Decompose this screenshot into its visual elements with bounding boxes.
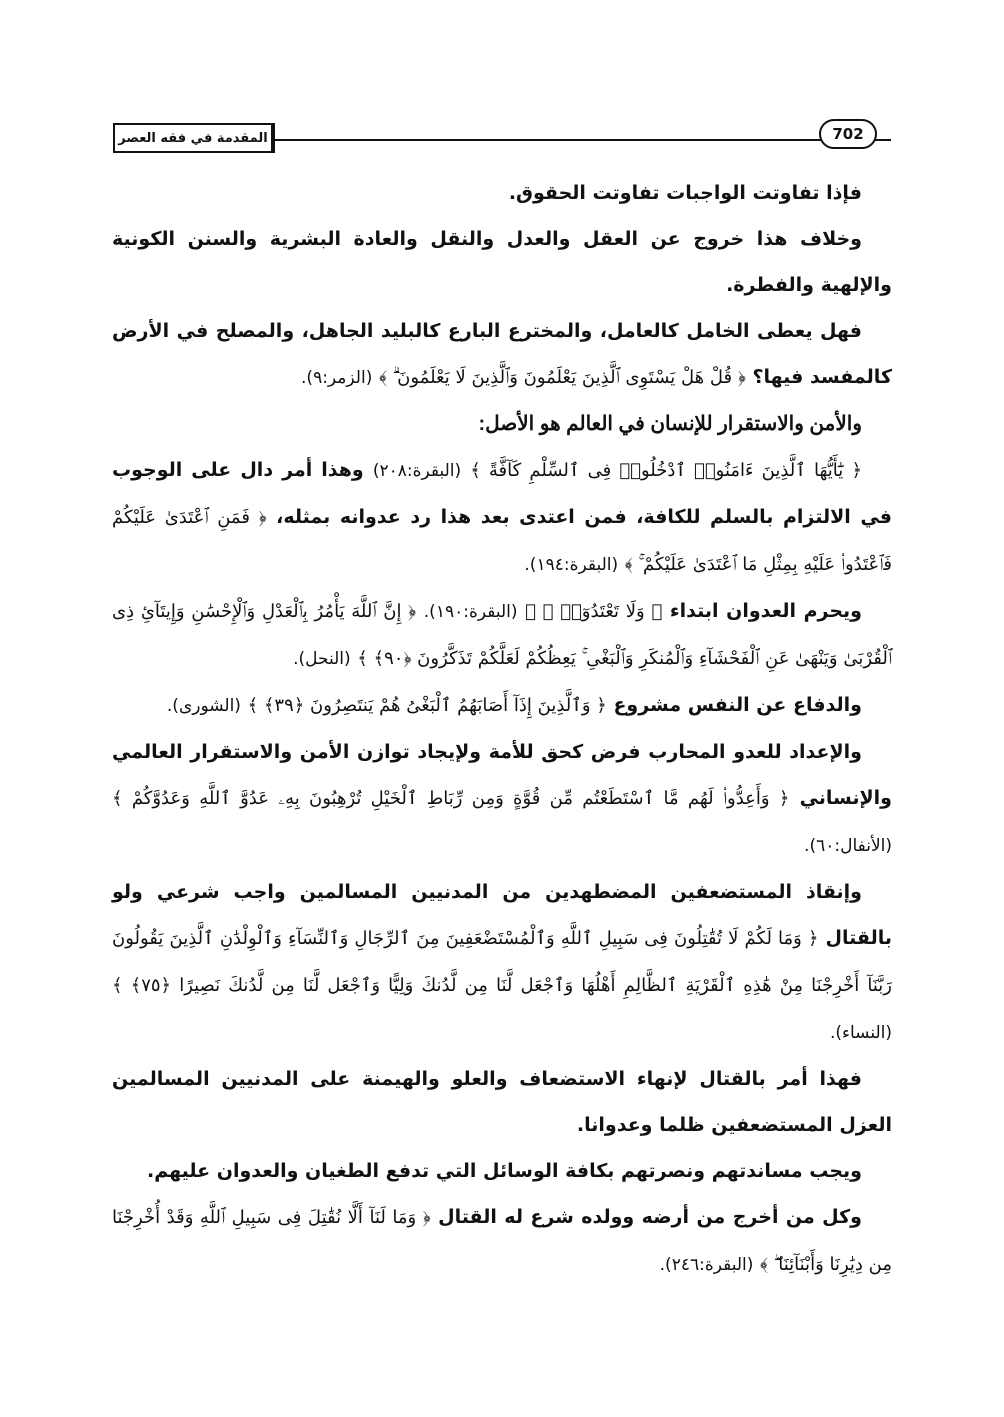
- quran-verse: ﴿ قُلْ هَلْ يَسْتَوِى ٱلَّذِينَ يَعْلَمُونَ وَٱلَّذِينَ لَا يَعْلَمُونَ ۗ ﴾: [378, 367, 746, 388]
- quran-verse: ﴿ وَلَا تَعْتَدُوٓا۟ ۚ ﴾: [525, 601, 663, 622]
- verse-reference: (البقرة:٢٠٨): [372, 461, 462, 481]
- paragraph-text: ويحرم العدوان ابتداء: [669, 600, 862, 622]
- quran-verse: ﴿ فَمَنِ ٱعْتَدَىٰ عَلَيْكُمْ فَٱعْتَدُوا۟ عَلَيْهِ بِمِثْلِ مَا ٱعْتَدَىٰ عَلَيْكُمْ ۚ ﴾: [112, 507, 892, 575]
- verse-reference: (الزمر:٩).: [301, 368, 373, 388]
- paragraph-text: وهذا أمر دال على الوجوب في الالتزام بالسلم للكافة، فمن اعتدى بعد هذا رد عدوانه بمثله،: [112, 459, 893, 528]
- paragraph-text: والإعداد للعدو المحارب فرض كحق للأمة ولإيجاد توازن الأمن والاستقرار العالمي والإنساني: [112, 741, 892, 809]
- verse-reference: (البقرة:٢٤٦).: [659, 1255, 754, 1275]
- paragraph: فهذا أمر بالقتال لإنهاء الاستضعاف والعلو والهيمنة على المدنيين المسالمين العزل المستضعفين ظلما وعدوانا.: [112, 1068, 892, 1136]
- verse-reference: (البقرة:١٩٤).: [524, 555, 619, 575]
- paragraph-text: وكل من أخرج من أرضه وولده شرع له القتال: [438, 1206, 862, 1228]
- paragraph: [112, 1194, 892, 1288]
- book-title: المقدمة في فقه العصر: [113, 123, 275, 153]
- paragraph: وخلاف هذا خروج عن العقل والعدل والنقل والعادة البشرية والسنن الكونية والإلهية والفطرة.: [112, 228, 892, 296]
- quran-verse: ﴿ إِنَّ ٱللَّهَ يَأْمُرُ بِٱلْعَدْلِ وَٱلْإِحْسَٰنِ وَإِيتَآئِ ذِى ٱلْقُرْبَىٰ وَيَنْهَىٰ عَنِ ٱلْفَحْشَآءِ وَٱلْمُنكَرِ وَٱلْبَغْىِ ۚ يَعِظُكُمْ لَعَلَّكُمْ تَذَكَّرُونَ ﴿٩٠﴾ ﴾: [112, 601, 892, 669]
- paragraph-text: وإنقاذ المستضعفين المضطهدين من المدنيين المسالمين واجب شرعي ولو بالقتال: [112, 881, 893, 949]
- quran-verse: ﴿ وَمَا لَنَآ أَلَّا نُقَٰتِلَ فِى سَبِيلِ ٱللَّهِ وَقَدْ أُخْرِجْنَا مِن دِيَٰرِنَا وَأَبْنَآئِنَا ۖ ﴾: [112, 1207, 892, 1275]
- quran-verse: ﴿ يَٰٓأَيُّهَا ٱلَّذِينَ ءَامَنُوا۟ ٱدْخُلُوا۟ فِى ٱلسِّلْمِ كَآفَّةً ﴾: [470, 460, 862, 481]
- paragraph: فإذا تفاوتت الواجبات تفاوتت الحقوق.: [508, 182, 862, 204]
- section-heading: والأمن والاستقرار للإنسان في العالم هو الأصل:: [478, 413, 862, 435]
- quran-verse: ﴿ وَأَعِدُّوا۟ لَهُم مَّا ٱسْتَطَعْتُم مِّن قُوَّةٍ وَمِن رِّبَاطِ ٱلْخَيْلِ تُرْهِبُونَ بِهِۦ عَدُوَّ ٱللَّهِ وَعَدُوَّكُمْ ﴾: [112, 788, 790, 809]
- paragraph-text: فهل يعطى الخامل كالعامل، والمخترع البارع كالبليد الجاهل، والمصلح في الأرض كالمفسد فيها؟: [112, 320, 892, 388]
- paragraph: ويجب مساندتهم ونصرتهم بكافة الوسائل التي تدفع الطغيان والعدوان عليهم.: [146, 1160, 862, 1182]
- quran-verse: ﴿ وَمَا لَكُمْ لَا تُقَٰتِلُونَ فِى سَبِيلِ ٱللَّهِ وَٱلْمُسْتَضْعَفِينَ مِنَ ٱلرِّجَالِ وَٱلنِّسَآءِ وَٱلْوِلْدَٰنِ ٱلَّذِينَ يَقُولُونَ رَبَّنَآ أَخْرِجْنَا مِنْ هَٰذِهِ ٱلْقَرْيَةِ ٱلظَّالِمِ أَهْلُهَا وَٱجْعَل لَّنَا مِن لَّدُنكَ وَلِيًّا وَٱجْعَل لَّنَا مِن لَّدُنكَ نَصِيرًا ﴿٧٥﴾ ﴾: [112, 928, 892, 996]
- verse-reference: (الشورى).: [166, 696, 241, 716]
- verse-reference: (البقرة:١٩٠).: [423, 602, 518, 622]
- paragraph: [112, 729, 892, 869]
- paragraph: [112, 869, 892, 1056]
- paragraph: [112, 308, 892, 401]
- page-number: 702: [819, 119, 877, 149]
- paragraph-text: والدفاع عن النفس مشروع: [613, 694, 862, 716]
- verse-reference: (النساء).: [829, 1023, 892, 1043]
- paragraph: [112, 682, 892, 729]
- quran-verse: ﴿ وَٱلَّذِينَ إِذَآ أَصَابَهُمُ ٱلْبَغْىُ هُمْ يَنتَصِرُونَ ﴿٣٩﴾ ﴾: [247, 695, 607, 716]
- page-body: [112, 170, 892, 1288]
- page-header: [113, 117, 891, 149]
- verse-reference: (الأنفال:٦٠).: [804, 836, 892, 856]
- paragraph: [112, 447, 892, 588]
- verse-reference: (النحل).: [293, 649, 351, 669]
- paragraph: [112, 588, 892, 682]
